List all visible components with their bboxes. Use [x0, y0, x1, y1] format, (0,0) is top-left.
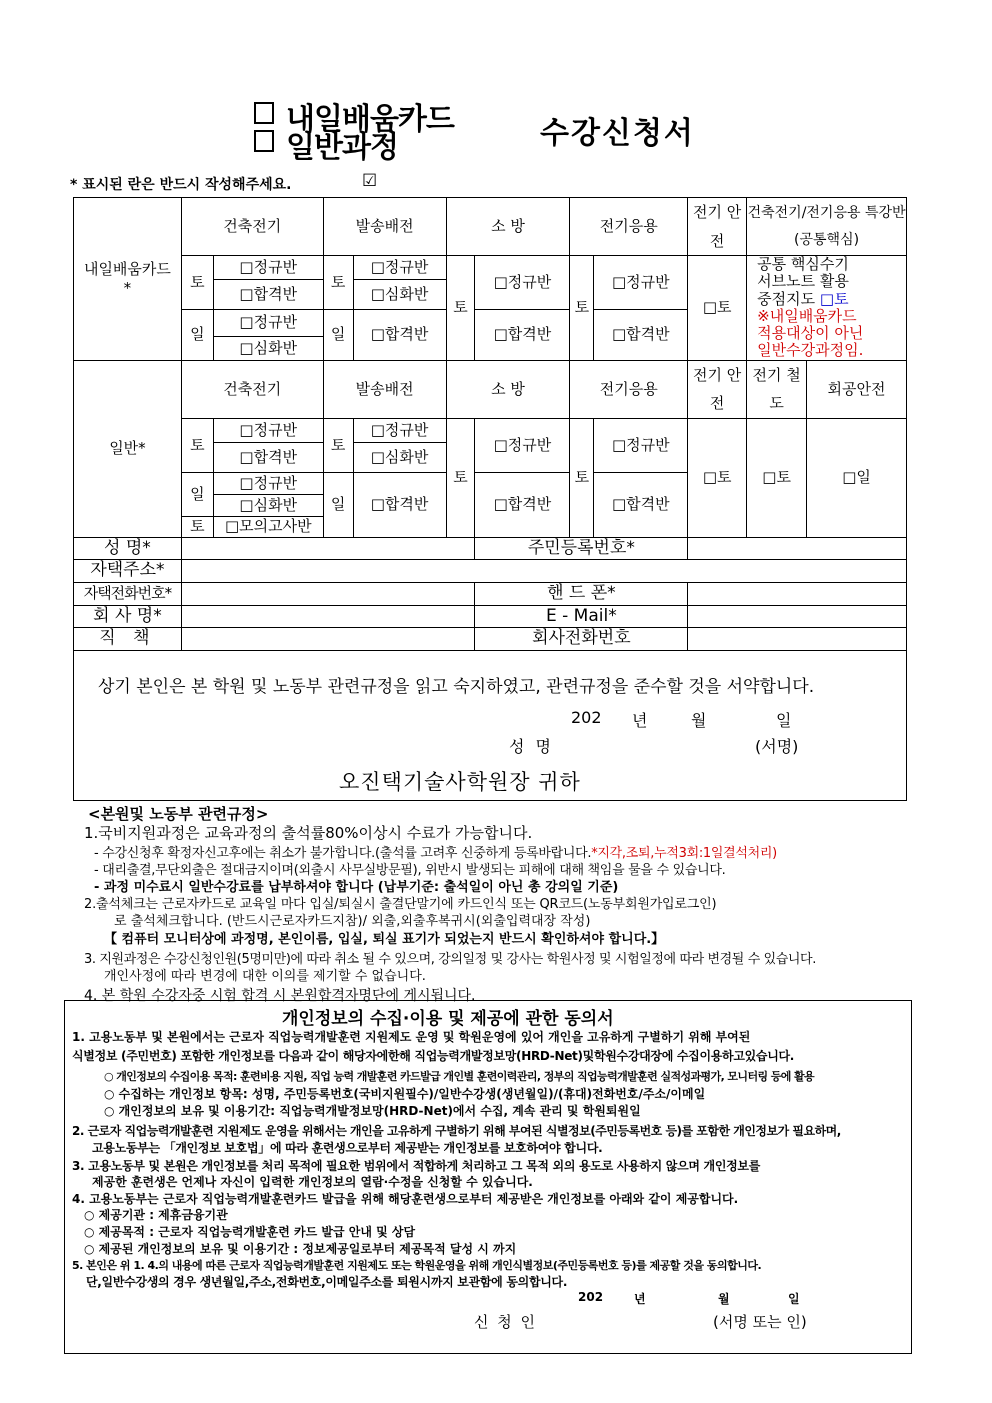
day-sat: 토: [323, 256, 353, 310]
pledge-text: 상기 본인은 본 학원 및 노동부 관련규정을 읽고 숙지하였고, 관련규정을 준수할 것을 서약합니다.: [98, 677, 815, 697]
gen-pd-sun-pass[interactable]: □합격반: [353, 472, 446, 537]
card-be-sat-pass[interactable]: □합격반: [213, 280, 323, 310]
rule-4: 4. 본 학원 수강자중 시험 합격 시 본원합격자명단에 게시됩니다.: [84, 988, 476, 1004]
day-sat: 토: [181, 516, 213, 537]
general-section-label: 일반*: [74, 360, 182, 537]
gen-fire-regular[interactable]: □정규반: [475, 418, 570, 472]
gen-pd-sat-regular[interactable]: □정규반: [353, 418, 446, 442]
day-sat: 토: [181, 256, 213, 310]
gen-be-sat-regular[interactable]: □정규반: [213, 418, 323, 442]
card-be-sun-intensive[interactable]: □심화반: [213, 336, 323, 360]
consent-4c: ○ 제공된 개인정보의 보유 및 이용기간 : 정보제공일로부터 제공목적 달성 시 까지: [84, 1242, 517, 1256]
day-sun: 일: [323, 310, 353, 361]
rule-3: 3. 지원과정은 수강신청인원(5명미만)에 따라 취소 될 수 있으며, 강의일정 및 강사는 학원사정 및 시험일정에 따라 변경될 수 있습니다.: [84, 952, 816, 967]
gen-be-sun-regular[interactable]: □정규반: [213, 472, 323, 494]
header-elec-safety: 전기 안전: [688, 198, 747, 256]
consent-2: 2. 근로자 직업능력개발훈련 지원제도 운영을 위해서는 개인을 고유하게 구별하기 위해 부여된 식별정보(주민등록번호 등)를 포함한 개인정보가 필요하며,: [72, 1124, 841, 1138]
header-special: 건축전기/전기응용 특강반(공통핵심): [747, 198, 907, 256]
general-option-label: 일반과정: [286, 130, 398, 165]
card-safety-sat[interactable]: □토: [688, 256, 747, 361]
consent-date-d: 일: [788, 1292, 800, 1306]
home-phone-field[interactable]: [181, 582, 475, 605]
rule-1a: - 수강신청후 확정자신고후에는 취소가 불가합니다.(출석률 고려후 신중하게 등록바랍니다.*지각,조퇴,누적3회:1일결석처리): [94, 846, 777, 861]
header-building-elec: 건축전기: [181, 198, 323, 256]
header-elec-safety: 전기 안전: [688, 360, 747, 418]
consent-date-y: 년: [634, 1292, 646, 1306]
rules-heading: <본원및 노동부 관련규정>: [88, 805, 269, 823]
consent-5: 5. 본인은 위 1. 4.의 내용에 따른 근로자 직업능력개발훈련 지원제도 또는 학원운영을 위해 개인식별정보(주민등록번호 등)를 제공할 것을 동의합니다.: [72, 1259, 762, 1272]
day-sat: 토: [570, 418, 594, 537]
consent-3: 3. 고용노동부 및 본원은 개인정보를 처리 목적에 필요한 범위에서 적합하게 처리하고 그 목적 외의 용도로 사용하지 않으며 개인정보를: [72, 1159, 761, 1173]
card-pd-sun-pass[interactable]: □합격반: [353, 310, 446, 361]
header-power-dist: 발송배전: [323, 360, 446, 418]
day-sat: 토: [323, 418, 353, 472]
card-pd-sat-intensive[interactable]: □심화반: [353, 280, 446, 310]
card-option-checkbox[interactable]: [254, 102, 274, 124]
rule-2b: 【 컴퓨터 모니터상에 과정명, 본인이름, 입실, 퇴실 표기가 되었는지 반드시 확인하셔야 합니다.】: [104, 932, 665, 947]
day-sat: 토: [181, 418, 213, 472]
consent-1: 1. 고용노동부 및 본원에서는 근로자 직업능력개발훈련 지원제도 운영 및 학원운영에 있어 개인을 고유하게 구별하기 위해 부여된: [72, 1030, 751, 1044]
consent-date-year: 202: [578, 1290, 604, 1304]
rule-1b: - 대리출결,무단외출은 절대금지이며(외출시 사무실방문필), 위반시 발생되는 피해에 대해 책임을 물을 수 있습니다.: [94, 863, 726, 878]
card-section-label: 내일배움카드 *: [74, 198, 182, 361]
position-label: 직 책: [74, 628, 182, 651]
required-note-check-icon: ☑: [362, 171, 378, 191]
consent-4b: ○ 제공목적 : 근로자 직업능력개발훈련 카드 발급 안내 및 상담: [84, 1225, 416, 1239]
header-elec-app: 전기응용: [570, 360, 688, 418]
consent-title: 개인정보의 수집·이용 및 제공에 관한 동의서: [282, 1009, 614, 1029]
header-building-elec: 건축전기: [181, 360, 323, 418]
page-title: 수강신청서: [540, 116, 695, 151]
pledge-date-d: 일: [776, 711, 792, 730]
registration-table: [73, 197, 907, 651]
email-label: E - Mail*: [475, 605, 688, 627]
consent-1d: ○ 개인정보의 보유 및 이용기간: 직업능력개발정보망(HRD-Net)에서 수집, 계속 관리 및 학원퇴원일: [104, 1104, 641, 1118]
day-sun: 일: [323, 472, 353, 537]
rule-1c: - 과정 미수료시 일반수강료를 납부하셔야 합니다 (납부기준: 출석일이 아닌 총 강의일 기준): [94, 880, 619, 895]
gen-pd-sat-intensive[interactable]: □심화반: [353, 442, 446, 472]
day-sat: 토: [446, 256, 475, 361]
rrn-field[interactable]: [688, 537, 907, 559]
gen-be-sun-intensive[interactable]: □심화반: [213, 494, 323, 516]
general-option-checkbox[interactable]: [254, 130, 274, 152]
consent-date-m: 월: [718, 1292, 730, 1306]
header-elec-railway: 전기 철도: [747, 360, 807, 418]
company-phone-label: 회사전화번호: [475, 628, 688, 651]
rule-2a: 로 출석체크합니다. (반드시근로자카드지참)/ 외출,외출후복귀시(외출입력대장 작성): [114, 914, 591, 929]
rule-2: 2.출석체크는 근로자카드로 교육일 마다 입실/퇴실시 출결단말기에 카드인식 또는 QR코드(노동부회원가입로그인): [84, 897, 717, 912]
card-be-sun-regular[interactable]: □정규반: [213, 310, 323, 337]
pledge-date-m: 월: [691, 711, 707, 730]
card-pd-sat-regular[interactable]: □정규반: [353, 256, 446, 280]
required-note: * 표시된 란은 반드시 작성해주세요.: [70, 177, 292, 193]
day-sun: 일: [181, 472, 213, 516]
header-elec-app: 전기응용: [570, 198, 688, 256]
pledge-date-y: 년: [632, 711, 648, 730]
address-label: 자택주소*: [74, 559, 182, 582]
mobile-label: 핸 드 폰*: [475, 582, 688, 605]
company-label: 회 사 명*: [74, 605, 182, 627]
consent-1a: 식별정보 (주민번호) 포함한 개인정보를 다음과 같이 해당자에한해 직업능력개발정보망(HRD-Net)및학원수강대장에 수집이용하고있습니다.: [72, 1049, 795, 1063]
pledge-sign-label: (서명): [755, 737, 799, 756]
consent-3a: 제공한 훈련생은 언제나 자신이 입력한 개인정보의 열람·수정을 신청할 수 있습니다.: [92, 1175, 533, 1189]
gen-ea-pass[interactable]: □합격반: [594, 472, 688, 537]
gen-safety-sat[interactable]: □토: [688, 418, 747, 537]
header-fire: 소 방: [446, 198, 570, 256]
special-sat-checkbox[interactable]: □토: [819, 289, 849, 308]
rule-1: 1.국비지원과정은 교육과정의 출석률80%이상시 수료가 가능합니다.: [84, 824, 533, 842]
gen-ea-regular[interactable]: □정규반: [594, 418, 688, 472]
header-aviation-safety: 회공안전: [807, 360, 907, 418]
consent-2a: 고용노동부는 「개인정보 보호법」에 따라 훈련생으로부터 제공받는 개인정보를 보호하여야 합니다.: [92, 1141, 603, 1155]
company-field[interactable]: [181, 605, 475, 627]
header-power-dist: 발송배전: [323, 198, 446, 256]
card-ea-regular[interactable]: □정규반: [594, 256, 688, 310]
consent-applicant-label: 신 청 인: [474, 1313, 538, 1331]
home-phone-label: 자택전화번호*: [74, 582, 182, 605]
day-sat: 토: [570, 256, 594, 361]
gen-be-sat-pass[interactable]: □합격반: [213, 442, 323, 472]
consent-4: 4. 고용노동부는 근로자 직업능력개발훈련카드 발급을 위해 해당훈련생으로부터 제공받은 개인정보를 아래와 같이 제공합니다.: [72, 1192, 739, 1206]
consent-5a: 단,일반수강생의 경우 생년월일,주소,전화번호,이메일주소를 퇴원시까지 보관함에 동의합니다.: [86, 1275, 568, 1289]
name-field[interactable]: [181, 537, 475, 559]
gen-railway-sat[interactable]: □토: [747, 418, 807, 537]
card-fire-regular[interactable]: □정규반: [475, 256, 570, 310]
pledge-addressee: 오진택기술사학원장 귀하: [339, 770, 581, 794]
card-be-sat-regular[interactable]: □정규반: [213, 256, 323, 280]
day-sun: 일: [181, 310, 213, 361]
header-fire: 소 방: [446, 360, 570, 418]
address-field[interactable]: [181, 559, 906, 582]
gen-fire-pass[interactable]: □합격반: [475, 472, 570, 537]
gen-be-sat-mock[interactable]: □모의고사반: [213, 516, 323, 537]
card-ea-pass[interactable]: □합격반: [594, 310, 688, 361]
consent-1c: ○ 수집하는 개인정보 항목: 성명, 주민등록번호(국비지원필수)/일반수강생(생년월일)/(휴대)전화번호/주소/이메일: [104, 1087, 706, 1101]
rule-3a: 개인사정에 따라 변경에 대한 이의를 제기할 수 없습니다.: [104, 969, 426, 984]
card-fire-pass[interactable]: □합격반: [475, 310, 570, 361]
special-course-info: 공통 핵심수기 서브노트 활용 중점지도 □토 ※내일배움카드 적용대상이 아닌 일반수강과정임.: [747, 256, 907, 361]
consent-1b: ○ 개인정보의 수집이용 목적: 훈련비용 지원, 직업 능력 개발훈련 카드발급 개인별 훈련이력관리, 정부의 직업능력개발훈련 실적성과평가, 모니터링 등에 활용: [104, 1070, 815, 1083]
rrn-label: 주민등록번호*: [475, 537, 688, 559]
consent-4a: ○ 제공기관 : 제휴금융기관: [84, 1208, 228, 1222]
day-sat: 토: [446, 418, 475, 537]
pledge-date-year: 202: [571, 708, 602, 727]
mobile-field[interactable]: [688, 582, 907, 605]
consent-sign-label[interactable]: (서명 또는 인): [713, 1313, 807, 1331]
pledge-name-label: 성 명: [509, 737, 554, 756]
gen-aviation-sun[interactable]: □일: [807, 418, 907, 537]
name-label: 성 명*: [74, 537, 182, 559]
email-field[interactable]: [688, 605, 907, 627]
card-option-label: 내일배움카드: [286, 102, 454, 137]
